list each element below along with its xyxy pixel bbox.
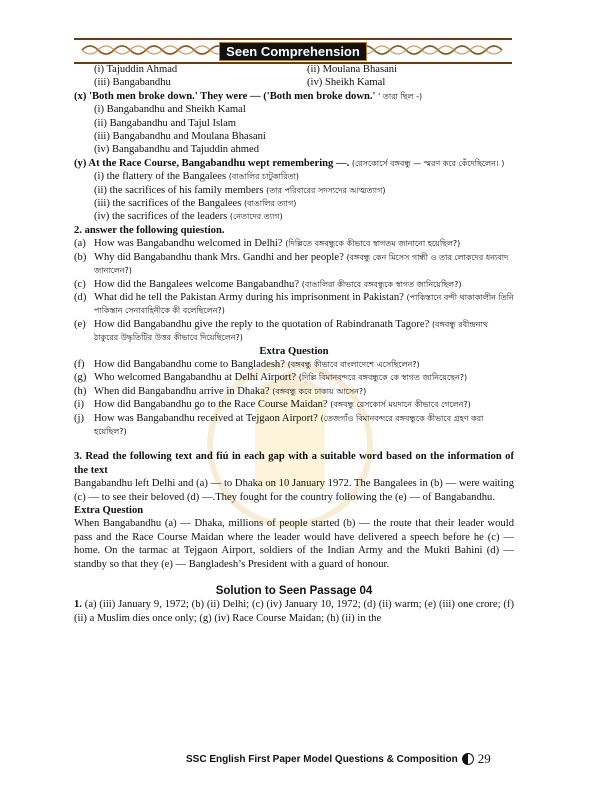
option: (i) Tajuddin Ahmad (94, 64, 178, 75)
question-x-bangla: ' তারা ছিল -) (378, 91, 423, 101)
item-label: (e) (74, 318, 86, 330)
item-label: (g) (74, 372, 87, 384)
list-item (74, 385, 514, 398)
list-item (74, 371, 514, 384)
option: (iii) Bangabandhu and Moulana Bhasani (94, 131, 266, 143)
option (74, 170, 514, 183)
item-en: Who welcomed Bangabandhu at Delhi Airport? (94, 372, 297, 384)
option: (iii) Bangabandhu (94, 77, 171, 89)
item-en: When did Bangabandhu arrive in Dhaka? (94, 385, 270, 397)
item-bn: (দিল্লি বিমানবন্দরে বঙ্গবন্ধুকে কে স্বাগত জানিয়েছেন?) (298, 373, 468, 383)
option-bn: (নেতাদের ত্যাগ) (229, 212, 283, 222)
question-x-stem: (x) 'Both men broke down.' They were — ('Both men broke down.' (74, 90, 376, 102)
spacer (74, 438, 514, 450)
item-bn: (বাঙালিরা কীভাবে বঙ্গবন্ধুকে স্বাগত জানিয়েছিল?) (301, 279, 462, 289)
extra-question-heading-2: Extra Question (74, 505, 144, 516)
solution-number: 1. (74, 599, 82, 611)
question-x (74, 90, 514, 103)
item-bn: (বঙ্গবন্ধু কবে ঢাকায় আসেন?) (272, 386, 367, 396)
item-label: (h) (74, 385, 87, 397)
option (74, 210, 514, 223)
item-en: How did the Bangalees welcome Bangabandhu? (94, 278, 300, 290)
item-en: How was Bangabandhu welcomed in Delhi? (94, 238, 283, 250)
option-en: (iii) the sacrifices of the Bangalees (94, 198, 242, 210)
question-3-heading: 3. Read the following text and fiú in each gap with a suitable word based on the information of the text (74, 451, 514, 476)
item-en: What did he tell the Pakistan Army during his imprisonment in Pakistan? (94, 291, 404, 303)
option-bn: (বাঙালির চাটুকারিতা) (228, 172, 300, 182)
section-banner (74, 38, 512, 64)
option-en: (ii) the sacrifices of his family members (94, 184, 264, 196)
option-bn: (বাঙালির ত্যাগ) (244, 199, 297, 209)
left-ornament (80, 42, 230, 58)
solution-title: Solution to Seen Passage 04 (215, 585, 373, 598)
item-bn: (দিল্লিতে বঙ্গবন্ধুকে কীভাবে স্বাগতম জানানো হয়েছিল?) (285, 239, 461, 249)
item-label: (c) (74, 278, 86, 290)
question-y-bangla: (রেসকোর্সে বঙ্গবন্ধু — স্মরণ করে কেঁদেছিলেন। ) (351, 158, 505, 168)
extra-question-heading: Extra Question (259, 345, 329, 357)
banner-title: Seen Comprehension (219, 42, 367, 61)
option-bn: (তার পরিবারের সদস্যদের আত্মত্যাগ) (266, 185, 386, 195)
list-item (74, 291, 514, 318)
list-item (74, 237, 514, 250)
item-en: Why did Bangabandhu thank Mrs. Gandhi and her people? (94, 251, 344, 263)
page-footer (186, 751, 491, 767)
item-bn: (তেজগাঁও বিমানবন্দরে বঙ্গবন্ধুকে কীভাবে গ্রহণ করা হয়েছিল?) (94, 413, 484, 436)
half-circle-icon (462, 753, 474, 765)
item-en: How did Bangabandhu come to Bangladesh? (94, 358, 285, 370)
question-y (74, 157, 514, 170)
option (74, 197, 514, 210)
option-en: (iv) the sacrifices of the leaders (94, 211, 228, 223)
page-content (74, 63, 514, 625)
item-bn: (পাকিস্তানে বন্দী থাকাকালীন তিনি পাকিস্তান সেনাবাহিনীকে কী বলেছিলেন?) (94, 292, 514, 316)
option-en: (i) the flattery of the Bangalees (94, 171, 227, 183)
item-bn: (বঙ্গবন্ধু কীভাবে বাংলাদেশে এসেছিলেন?) (287, 359, 420, 369)
q1-options-row2 (74, 76, 514, 89)
option: (iv) Bangabandhu and Tajuddin ahmed (94, 144, 259, 156)
option: (iv) Sheikh Kamal (307, 77, 386, 89)
item-label: (a) (74, 238, 86, 250)
right-ornament (356, 42, 506, 58)
item-label: (d) (74, 291, 87, 303)
solution-text (74, 598, 514, 625)
list-item (74, 398, 514, 411)
item-label: (b) (74, 251, 87, 263)
question-3-passage: Bangabandhu left Delhi and (a) — to Dhaka on 10 January 1972. The Bangalees in (b) — were waiting (c) — to see their beloved (d) —.They fought for the country following the (e) — of Bangabandhu. (74, 478, 514, 503)
item-label: (f) (74, 358, 85, 370)
footer-title: SSC English First Paper Model Questions & Composition (186, 753, 458, 765)
solution-body: (a) (iii) January 9, 1972; (b) (ii) Delhi; (c) (iv) January 10, 1972; (d) (ii) warm; (e) (iii) one crore; (f) (ii) a Muslim dies once only; (g) (iv) Race Course Maidan; (h) (ii) in the (74, 599, 514, 624)
item-bn: (বঙ্গবন্ধু রবীন্দ্রনাথ ঠাকুরের উদ্ধৃতিটির উত্তর কীভাবে দিয়েছিলেন?) (94, 319, 489, 343)
item-bn: (বঙ্গবন্ধু কেন মিসেস গান্ধী ও তার লোকদের ধন্যবাদ জানালেন?) (94, 252, 509, 276)
page-number: 29 (477, 751, 491, 766)
item-en: How did Bangabandhu give the reply to the quotation of Rabindranath Tagore? (94, 318, 430, 330)
item-en: How did Bangabandhu go to the Race Course Maidan? (94, 399, 328, 411)
question-y-stem: (y) At the Race Course, Bangabandhu wept remembering —. (74, 157, 350, 169)
list-item (74, 412, 514, 439)
item-label: (j) (74, 412, 84, 424)
q1-options-row1 (74, 63, 514, 76)
list-item (74, 318, 514, 345)
item-en: How was Bangabandhu received at Tejgaon Airport? (94, 412, 318, 424)
list-item (74, 251, 514, 278)
option: (ii) Moulana Bhasani (307, 64, 398, 75)
item-label: (i) (74, 399, 84, 411)
question-2-heading: 2. answer the following quiestion. (74, 224, 225, 236)
list-item (74, 278, 514, 291)
option: (i) Bangabandhu and Sheikh Kamal (94, 104, 246, 116)
extra-passage: When Bangabandhu (a) — Dhaka, millions of people started (b) — the route that their leader would pass and the Race Course Maidan where the leader would have delivered a speech before he (c) — home. On the tarmac at Tejgaon Airport, soldiers of the Indian Army and the Mukti Bahini (d) — standby so that they (e) — Bangladesh’s President with a guard of honour. (74, 518, 514, 570)
item-bn: (বঙ্গবন্ধু রেসকোর্স ময়দানে কীভাবে গেলেন?) (330, 400, 471, 410)
option: (ii) Bangabandhu and Tajul Islam (94, 117, 237, 129)
option (74, 184, 514, 197)
list-item (74, 358, 514, 371)
